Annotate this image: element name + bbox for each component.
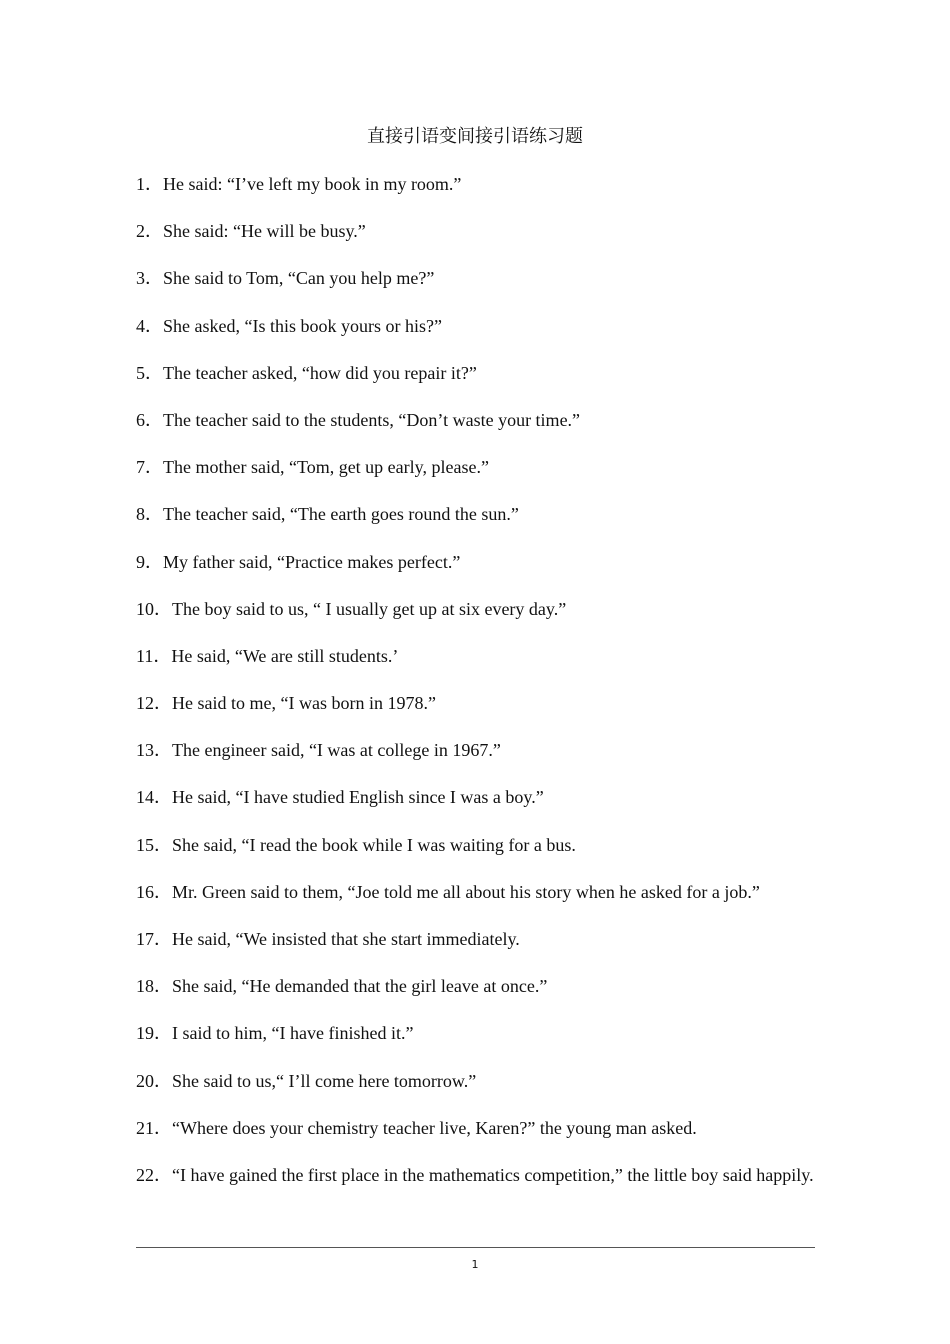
item-number: 20． bbox=[136, 1070, 172, 1091]
item-number: 9． bbox=[136, 551, 163, 572]
item-number: 19． bbox=[136, 1023, 172, 1044]
exercise-item-14 bbox=[136, 785, 816, 810]
item-text: He said, “We are still students.’ bbox=[171, 645, 399, 666]
exercise-item-2 bbox=[136, 219, 816, 244]
item-number: 2． bbox=[136, 221, 163, 242]
item-text: My father said, “Practice makes perfect.” bbox=[163, 551, 461, 572]
item-number: 6． bbox=[136, 409, 163, 430]
exercise-item-16 bbox=[136, 880, 816, 905]
exercise-item-9 bbox=[136, 550, 816, 575]
item-number: 12． bbox=[136, 693, 172, 714]
exercise-item-7 bbox=[136, 455, 816, 480]
item-text: The engineer said, “I was at college in 1967.” bbox=[172, 740, 501, 761]
item-text: Mr. Green said to them, “Joe told me all about his story when he asked for a job.” bbox=[172, 881, 760, 902]
item-number: 1． bbox=[136, 174, 163, 194]
exercise-item-4 bbox=[136, 314, 816, 339]
item-number: 8． bbox=[136, 504, 163, 525]
item-number: 5． bbox=[136, 362, 163, 383]
item-number: 18． bbox=[136, 976, 172, 997]
item-number: 7． bbox=[136, 457, 163, 478]
exercise-item-18 bbox=[136, 974, 816, 999]
page-title: 直接引语变间接引语练习题 bbox=[367, 126, 583, 147]
exercise-item-3 bbox=[136, 266, 816, 291]
item-text: The mother said, “Tom, get up early, please.” bbox=[163, 457, 489, 478]
item-text: He said to me, “I was born in 1978.” bbox=[172, 693, 436, 714]
exercise-item-10 bbox=[136, 597, 816, 622]
exercise-item-13 bbox=[136, 738, 816, 763]
exercise-list bbox=[136, 172, 816, 1210]
item-number: 22． bbox=[136, 1164, 172, 1185]
item-text: She said, “I read the book while I was waiting for a bus. bbox=[172, 834, 576, 855]
item-number: 3． bbox=[136, 268, 163, 289]
item-text: The teacher said, “The earth goes round the sun.” bbox=[163, 504, 519, 525]
item-text: “Where does your chemistry teacher live, Karen?” the young man asked. bbox=[172, 1117, 697, 1138]
item-number: 11． bbox=[136, 645, 172, 666]
item-number: 14． bbox=[136, 787, 172, 808]
item-text: The teacher said to the students, “Don’t waste your time.” bbox=[163, 409, 581, 430]
exercise-item-12 bbox=[136, 691, 816, 716]
exercise-item-8 bbox=[136, 502, 816, 527]
item-number: 16． bbox=[136, 881, 172, 902]
exercise-item-21 bbox=[136, 1116, 816, 1141]
exercise-item-15 bbox=[136, 833, 816, 858]
item-text: He said: “I’ve left my book in my room.” bbox=[163, 174, 462, 194]
item-number: 15． bbox=[136, 834, 172, 855]
item-text: “I have gained the first place in the mathematics competition,” the little boy said happily. bbox=[172, 1164, 814, 1185]
item-text: I said to him, “I have finished it.” bbox=[172, 1023, 414, 1044]
item-text: He said, “We insisted that she start immediately. bbox=[172, 929, 520, 949]
exercise-item-11 bbox=[136, 644, 816, 669]
exercise-item-20 bbox=[136, 1069, 816, 1094]
footer-divider bbox=[136, 1247, 815, 1248]
exercise-item-6 bbox=[136, 408, 816, 433]
exercise-item-22 bbox=[136, 1163, 816, 1188]
item-text: He said, “I have studied English since I was a boy.” bbox=[172, 787, 544, 808]
item-number: 17． bbox=[136, 929, 172, 949]
item-text: The teacher asked, “how did you repair it?” bbox=[163, 362, 477, 383]
exercise-item-19 bbox=[136, 1021, 816, 1046]
page-number: 1 bbox=[471, 1258, 479, 1271]
item-number: 10． bbox=[136, 598, 172, 619]
item-number: 21． bbox=[136, 1117, 172, 1138]
exercise-item-5 bbox=[136, 361, 816, 386]
exercise-item-17 bbox=[136, 927, 816, 952]
item-text: She said, “He demanded that the girl leave at once.” bbox=[172, 976, 548, 997]
item-text: The boy said to us, “ I usually get up at six every day.” bbox=[172, 598, 567, 619]
item-text: She said to us,“ I’ll come here tomorrow.” bbox=[172, 1070, 477, 1091]
item-number: 13． bbox=[136, 740, 172, 761]
item-number: 4． bbox=[136, 315, 163, 336]
item-text: She said: “He will be busy.” bbox=[163, 221, 366, 242]
item-text: She asked, “Is this book yours or his?” bbox=[163, 315, 442, 336]
item-text: She said to Tom, “Can you help me?” bbox=[163, 268, 435, 289]
exercise-item-1 bbox=[136, 172, 816, 197]
